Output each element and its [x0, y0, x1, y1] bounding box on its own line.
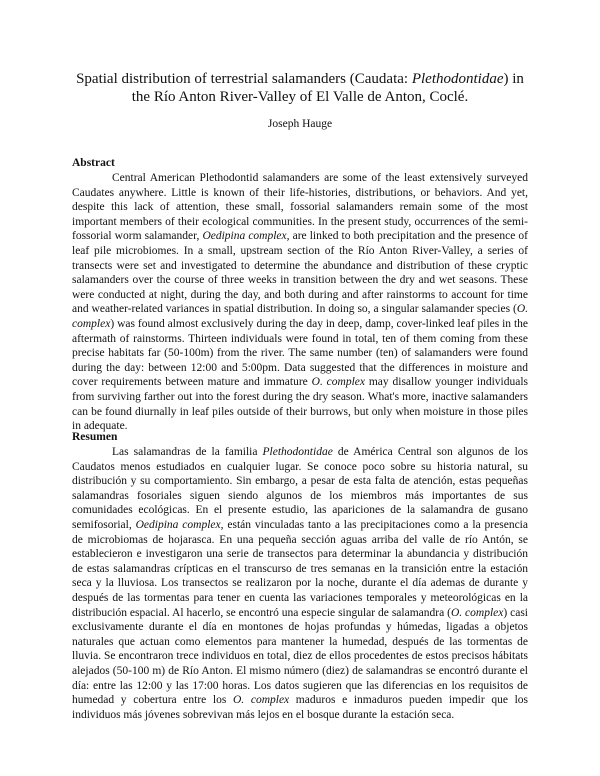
abstract-text-2: are linked to both precipitation and the presence of leaf pile microbiomes. In a small, upstream section of the Río Anton River-Valley, a series of transects were set and investigated to determine the abundance and distribution of these cryptic salamanders over the course of three weeks in transition between the dry and wet seasons. These were conducted at night, during the day, and both during and after rainstorms to account for time and weather-related variances in spatial distribution. In doing so, a singular salamander species ( [72, 230, 528, 316]
resumen-paragraph [72, 445, 528, 722]
resumen-text-4: ) casi exclusivamente durante el día en montones de hojas profundas y húmedas, ligadas a objetos naturales que actuan como elementos para mantener la humedad, después de las tormentas de lluvia. Se encontraron trece individuos en total, diez de ellos procedentes de estos precisos hábitats alejados (50-100 m) de Río Anton. El mismo número (diez) de salamandras se encontró durante el día: entre las 12:00 y las 17:00 horas. Los datos sugieren que las diferencias en los requisitos de humedad y cobertura entre los [72, 606, 528, 707]
resumen-species-3: O. complex [233, 694, 290, 707]
title-family-name: Plethodontidae [411, 71, 504, 87]
abstract-heading: Abstract [72, 157, 115, 169]
abstract-species-1: Oedipina complex, [202, 230, 290, 243]
resumen-species-1: Oedipina complex [135, 518, 221, 531]
abstract-text-1: Central American Plethodontid salamanders are some of the least extensively surveyed Caudates anywhere. Little is known of their life-histories, distributions, or behaviors. And yet, despite this lack of attention, these small, fossorial salamanders remain some of the most important members of their ecological communities. In the present study, occurrences of the semi-fossorial worm salamander, [72, 172, 528, 243]
title-prefix: Spatial distribution of terrestrial salamanders (Caudata: [76, 71, 412, 87]
resumen-text-3: , están vinculadas tanto a las precipitaciones como a la presencia de microbiomas de hojarasca. En una pequeña sección aguas arriba del valle de río Antón, se establecieron e investigaron una serie de transectos para determinar la abundancia y distribución de estas salamandras crípticas en el transcurso de tres semanas en la transición entre la estación seca y la lluviosa. Los transectos se realizaron por la noche, durante el día ademas de durante y después de las tormentas para tener en cuenta las variaciones temporales y meteorológicas en la distribución espacial. Al hacerlo, se encontró una especie singular de salamandra ( [72, 518, 528, 619]
title-suffix: ) in the Río Anton River-Valley of El Valle de Anton, Coclé. [131, 71, 524, 105]
resumen-text-5: maduros e inmaduros pueden impedir que los individuos más jóvenes sobrevivan más lejos en el bosque durante la estación seca. [72, 694, 528, 721]
abstract-text-3: ) was found almost exclusively during the day in deep, damp, cover-linked leaf piles in the aftermath of rainstorms. Thirteen individuals were found in total, ten of them coming from these precise habitats far (50-100m) from the river. The same number (ten) of salamanders were found during the day: between 12:00 and 5:00pm. Data suggested that the differences in moisture and cover requirements between mature and immature [72, 317, 528, 389]
author-name: Joseph Hauge [267, 118, 333, 130]
abstract-body [72, 171, 528, 434]
paper-title [70, 70, 530, 106]
abstract-species-3: O. complex [311, 376, 365, 389]
resumen-body [72, 445, 528, 722]
resumen-text-1: Las salamandras de la familia [112, 446, 263, 458]
abstract-species-2: O. complex [72, 303, 528, 330]
resumen-text-2: de América Central son algunos de los Caudatos menos estudiados en cualquier lugar. Se conoce poco sobre su historia natural, su distribución y su comportamiento. Sin embargo, a pesar de esta falta de atención, estas pequeñas salamandras fosoriales siguen siendo algunos de los miembros más importantes de sus comunidades ecológicas. En el presente estudio, las apariciones de la salamandra de gusano semifosorial, [72, 446, 528, 531]
resumen-species-2: O. complex [450, 606, 504, 619]
abstract-paragraph [72, 171, 528, 434]
resumen-family-name: Plethodontidae [262, 446, 333, 458]
abstract-text-4: may disallow younger individuals from surviving farther out into the forest during the dry season. What's more, inactive salamanders can be found diurnally in leaf piles outside of their burrows, but only when moisture in those piles in adequate. [72, 376, 528, 433]
resumen-heading: Resumen [72, 431, 118, 443]
